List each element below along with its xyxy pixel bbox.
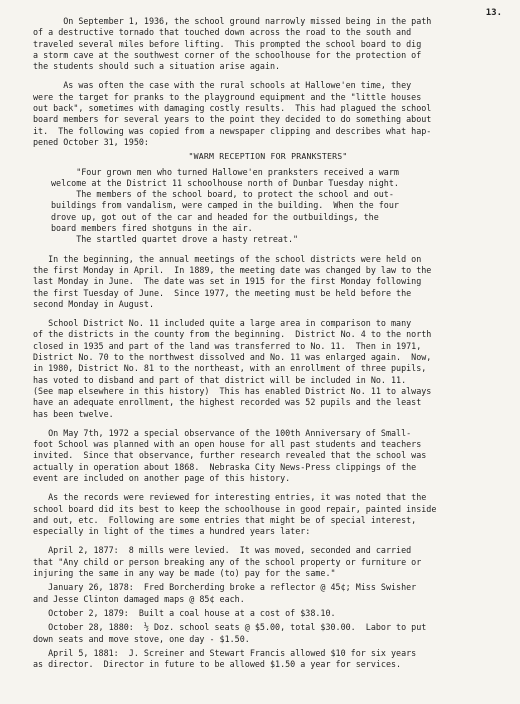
text-line: has been twelve. <box>33 408 114 419</box>
quote-line: "Four grown men who turned Hallowe'en pranksters received a warm <box>51 166 399 177</box>
text-line: injuring the same in any way be made (to) pay for the same." <box>33 568 336 579</box>
quote-line: The startled quartet drove a hasty retreat." <box>51 234 299 245</box>
text-line: have an adequate enrollment, the highest recorded was 52 pupils and the least <box>33 397 422 408</box>
text-line: board members for several years to the point they decided to do something about <box>33 114 432 125</box>
text-line: that "Any child or person breaking any of the school property or furniture or <box>33 556 422 567</box>
halloween-paragraph <box>33 80 503 148</box>
text-line: last Monday in June. The date was set in 1915 for the first Monday following <box>33 276 422 287</box>
text-line: foot School was planned with an open house for all past students and teachers <box>33 439 422 450</box>
page-content <box>33 16 503 673</box>
text-line: actually in operation about 1868. Nebraska City News-Press clippings of the <box>33 461 417 472</box>
text-line: invited. Since that observance, further research revealed that the school was <box>33 450 427 461</box>
text-line: District No. 70 to the northwest dissolved and No. 11 was enlarged again. Now, <box>33 352 432 363</box>
text-line: April 5, 1881: J. Screiner and Stewart Francis allowed $10 for six years <box>33 647 417 658</box>
text-line: pened October 31, 1950: <box>33 136 149 147</box>
text-line: School District No. 11 included quite a large area in comparison to many <box>33 318 412 329</box>
records-paragraph <box>33 492 503 537</box>
text-line: down seats and move stove, one day - $1.50. <box>33 633 250 644</box>
text-line: of the districts in the county from the beginning. District No. 4 to the north <box>33 329 432 340</box>
text-line: school board did its best to keep the schoolhouse in good repair, painted inside <box>33 503 437 514</box>
text-line: especially in light of the times a hundred years later: <box>33 526 311 537</box>
text-line: (See map elsewhere in this history) This has enabled District No. 11 to always <box>33 385 432 396</box>
text-line: the first Tuesday of June. Since 1977, the meeting must be held before the <box>33 287 412 298</box>
text-line: and out, etc. Following are some entries that might be of special interest, <box>33 514 417 525</box>
text-line: October 28, 1880: ½ Doz. school seats @ $5.00, total $30.00. Labor to put <box>33 622 427 633</box>
text-line: On May 7th, 1972 a special observance of the 100th Anniversary of Small- <box>33 427 412 438</box>
text-line: October 2, 1879: Built a coal house at a cost of $38.10. <box>33 607 336 618</box>
text-line: as director. Director in future to be allowed $1.50 a year for services. <box>33 659 402 670</box>
text-line: were the target for pranks to the playground equipment and the "little houses <box>33 91 422 102</box>
entry-1878 <box>33 582 503 605</box>
quote-line: The members of the school board, to protect the school and out- <box>51 189 394 200</box>
text-line: As was often the case with the rural schools at Hallowe'en time, they <box>33 80 412 91</box>
text-line: closed in 1935 and part of the land was transferred to No. 11. Then in 1971, <box>33 340 422 351</box>
text-line: in 1980, District No. 81 to the northeast, with an enrollment of three pupils, <box>33 363 427 374</box>
clipping-title: "WARM RECEPTION FOR PRANKSTERS" <box>188 151 348 162</box>
text-line: and Jesse Clinton damaged maps @ 85¢ each. <box>33 593 245 604</box>
text-line: it. The following was copied from a newspaper clipping and describes what hap- <box>33 125 432 136</box>
text-line: the first Monday in April. In 1889, the meeting date was changed by law to the <box>33 264 432 275</box>
quote-line: board members fired shotguns in the air. <box>51 223 253 234</box>
text-line: In the beginning, the annual meetings of the school districts were held on <box>33 253 422 264</box>
record-entries <box>33 545 503 670</box>
quote-line: welcome at the District 11 schoolhouse north of Dunbar Tuesday night. <box>51 177 399 188</box>
entry-1881 <box>33 648 503 671</box>
tornado-paragraph <box>33 16 503 72</box>
text-line: January 26, 1878: Fred Borcherding broke a reflector @ 45¢; Miss Swisher <box>33 582 417 593</box>
newspaper-clipping-quote <box>51 167 503 246</box>
text-line: second Monday in August. <box>33 298 155 309</box>
anniversary-paragraph <box>33 428 503 484</box>
text-line: of a destructive tornado that touched down across the road to the south and <box>33 27 412 38</box>
text-line: April 2, 1877: 8 mills were levied. It was moved, seconded and carried <box>33 545 412 556</box>
text-line: As the records were reviewed for interesting entries, it was noted that the <box>33 492 427 503</box>
text-line: a storm cave at the southwest corner of the schoolhouse for the protection of <box>33 49 422 60</box>
entry-1879 <box>33 608 503 619</box>
text-line: event are included on another page of this history. <box>33 472 291 483</box>
entry-1880 <box>33 622 503 645</box>
page-number: 13. <box>485 8 502 18</box>
quote-line: buildings from vandalism, were camped in the building. When the four <box>51 200 399 211</box>
text-line: has voted to disband and part of that district will be included in No. 11. <box>33 374 407 385</box>
district-area-paragraph <box>33 318 503 420</box>
text-line: the students should such a situation arise again. <box>33 61 281 72</box>
text-line: traveled several miles before lifting. This prompted the school board to dig <box>33 38 422 49</box>
meeting-dates-paragraph <box>33 254 503 310</box>
text-line: On September 1, 1936, the school ground narrowly missed being in the path <box>33 16 432 26</box>
text-line: out back", sometimes with damaging costly results. This had plagued the school <box>33 103 432 114</box>
quote-line: drove up, got out of the car and headed for the outbuildings, the <box>51 211 379 222</box>
entry-1877 <box>33 545 503 579</box>
